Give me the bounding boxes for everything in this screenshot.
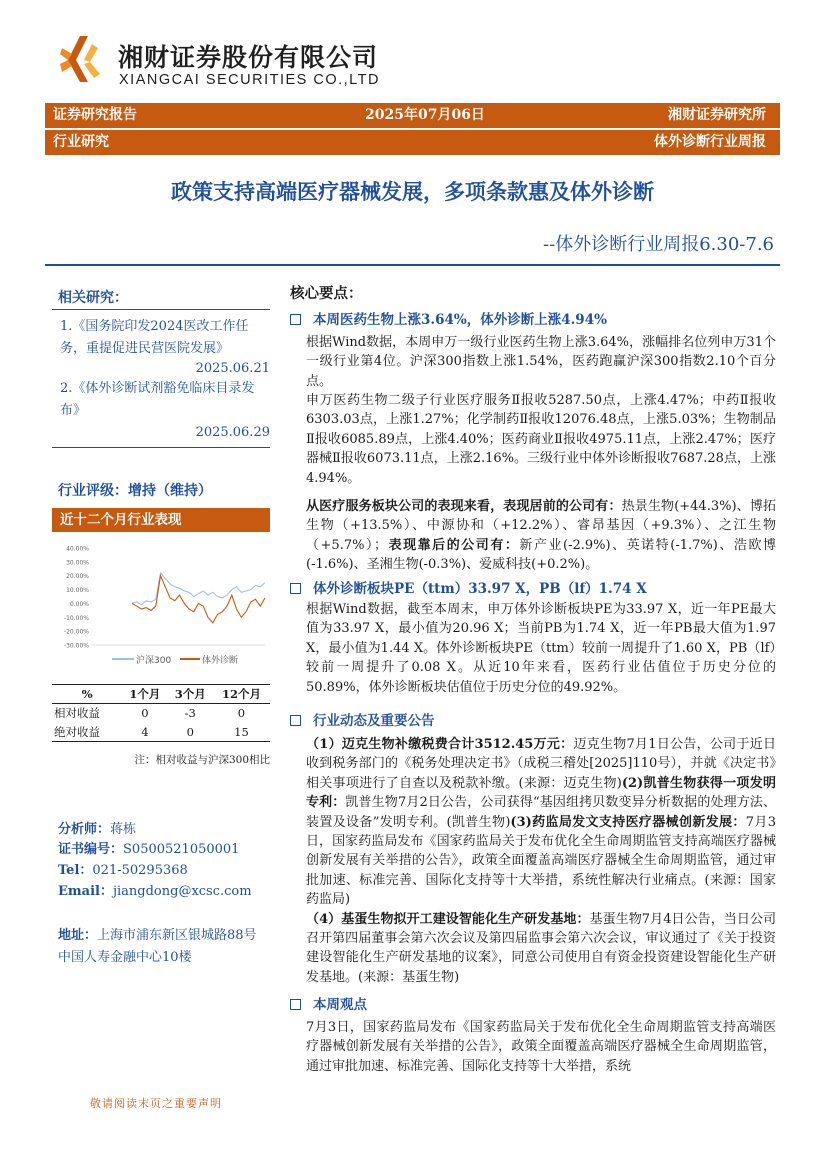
y-tick-label: 10.00%: [66, 587, 89, 595]
returns-cell: 0: [141, 706, 149, 721]
core-points-heading: 核心要点：: [290, 285, 363, 302]
checkbox-bullet-icon: [290, 314, 301, 325]
returns-cell: 4: [122, 723, 167, 742]
section-view: [290, 993, 367, 1013]
paragraph-valuation: 根据Wind数据，截至本周末，申万体外诊断板块PE为33.97 X，近一年PE最大值为33.97 X，最小值为20.96 X；当前PB为1.74 X，近一年PB最大值为1.97 X，最小值为1.44 X。体外诊断板块PE（ttm）较前一周提升了1.60 X，PB（lf）较前一周提升了0.08 X。从近10年来看，医药行业估值位于历史分位的50.89%，体外诊断板块估值位于历史分位的49.92%。: [306, 602, 776, 695]
report-series: 体外诊断行业周报: [654, 134, 766, 150]
related-heading: 相关研究：: [58, 290, 128, 306]
related-date-1: 2025.06.21: [195, 361, 270, 376]
news-1-body: 迈克生物7月1日公告，公司于近日收到税务部门的《税务处理决定书》（成税三稽处[2025]110号），并就《决定书》相关事项进行了自查以及税款补缴。(来源：迈克生物): [306, 737, 776, 791]
news-3-body: 7月3日，国家药监局发布《国家药监局关于发布优化全生命周期监管支持高端医疗器械创新发展有关举措的公告》，政策全面覆盖高端医疗器械全生命周期监管，通过审批加速、标准完善、国际化支持等十大举措，系统性解决行业痛点。(来源：国家药监局): [306, 814, 776, 908]
news-1-title: （1）迈克生物补缴税费合计3512.45万元：: [306, 737, 574, 752]
addr-line-1: 上海市浦东新区银城路88号: [97, 928, 257, 943]
paragraph-subindustry: 申万医药生物二级子行业医疗服务Ⅱ报收5287.50点，上涨4.47%；中药Ⅱ报收6303.03点，上涨1.27%；化学制药Ⅱ报收12076.48点，上涨5.03%；生物制品Ⅱ报收6085.89点，上涨4.40%；医药商业Ⅱ报收4975.11点，上涨2.47%；医疗器械Ⅱ报收6073.11点，上涨2.16%。三级行业中体外诊断报收7687.28点，上涨4.94%。: [306, 393, 776, 486]
email: [58, 880, 252, 899]
checkbox-bullet-icon: [290, 715, 301, 726]
returns-note: 注：相对收益与沪深300相比: [134, 754, 270, 766]
legend-ivd: [180, 653, 238, 666]
email-label: Email：: [58, 884, 113, 899]
paragraph-news: [306, 735, 776, 987]
related-bottom-divider: [52, 447, 270, 448]
news-2-body: 凯普生物7月2日公告，公司获得“基因组拷贝数变异分析数据的处理方法、装置及设备”发明专利。(凯普生物): [306, 795, 776, 830]
y-tick-label: 20.00%: [66, 573, 89, 581]
tel-label: Tel：: [58, 863, 93, 878]
report-type: 证券研究报告: [53, 107, 137, 123]
news-3-title: (3)药监局发文支持医疗器械创新发展：: [510, 814, 746, 830]
analyst: [58, 818, 136, 837]
paragraph-market: 根据Wind数据，本周申万一级行业医药生物上涨3.64%，涨幅排名位列申万31个一级行业第4位。沪深300指数上涨1.54%，医药跑赢沪深300指数2.10个百分点。: [306, 335, 776, 389]
related-date-2: 2025.06.29: [195, 425, 270, 440]
section-valuation: [290, 577, 647, 597]
returns-table: [52, 684, 270, 742]
cert-label: 证书编号：: [58, 842, 124, 857]
header-band-top: [45, 103, 780, 128]
returns-cell: 0: [168, 723, 213, 742]
returns-cell: 相对收益: [54, 706, 100, 721]
certificate: [58, 838, 239, 857]
header-band-bottom: [45, 130, 780, 155]
industry-rating: 行业评级：增持（维持）: [58, 483, 212, 499]
y-tick-label: -10.00%: [63, 614, 89, 622]
section-news: [290, 709, 435, 729]
y-tick-label: 0.00%: [69, 600, 89, 608]
analyst-name: 蒋栋: [110, 822, 137, 837]
checkbox-bullet-icon: [290, 999, 301, 1010]
news-4-body: 基蛋生物7月4日公告，当日公司召开第四届董事会第六次会议及第四届监事会第六次会议，审议通过了《关于投资建设智能化生产研发基地的议案》，同意公司使用自有资金投资建设智能化生产研发基地。(来源：基蛋生物): [306, 911, 777, 985]
institute: 湘财证券研究所: [668, 107, 766, 123]
y-tick-label: 30.00%: [66, 559, 89, 567]
report-category: 行业研究: [53, 134, 109, 150]
address: [58, 925, 257, 969]
section-title: 本周观点: [313, 997, 367, 1013]
lead-top-performers: 从医疗服务板块公司的表现来看，表现居前的公司有：: [306, 499, 622, 514]
section-title: 体外诊断板块PE（ttm）33.97 X，PB（lf）1.74 X: [313, 581, 647, 597]
returns-header: %: [52, 685, 122, 704]
legend-hs300: [112, 653, 171, 666]
returns-header: 12个月: [213, 685, 270, 704]
returns-cell: -3: [184, 706, 196, 721]
returns-cell: 0: [237, 706, 246, 721]
lead-bottom-performers: 表现靠后的公司有：: [387, 537, 520, 553]
news-4-title: （4）基蛋生物拟开工建设智能化生产研发基地：: [306, 911, 590, 927]
legend-hs300-swatch: [112, 658, 134, 660]
disclaimer-footer: 敬请阅读末页之重要声明: [90, 1097, 222, 1110]
checkbox-bullet-icon: [290, 583, 301, 594]
email-link[interactable]: jiangdong@xcsc.com: [112, 884, 252, 899]
related-divider: [52, 309, 270, 310]
performance-heading: 近十二个月行业表现: [52, 508, 270, 532]
section-title: 行业动态及重要公告: [313, 713, 435, 729]
related-item-1[interactable]: 1.《国务院印发2024医改工作任务，重提促进民营医院发展》: [60, 319, 249, 356]
series-line-ivd: [132, 576, 265, 623]
telephone: [58, 859, 188, 878]
returns-header: 1个月: [122, 685, 167, 704]
y-tick-label: 40.00%: [66, 545, 89, 553]
legend-hs300-label: 沪深300: [136, 656, 172, 666]
top-performers: 热景生物(+44.3%)、博拓生物（+13.5%）、中源协和（+12.2%）、睿昂基因（+9.3%）、之江生物（+5.7%）；: [306, 499, 776, 553]
section-weekly-market: [290, 308, 607, 328]
news-2-title: (2)凯普生物获得一项发明专利：: [306, 775, 776, 811]
bottom-performers: 新产业(-2.9%)、英诺特(-1.7%)、浩欧博(-1.6%)、圣湘生物(-0.3%)、爱威科技(+0.2%)。: [306, 537, 776, 573]
returns-header: 3个月: [168, 685, 213, 704]
table-row: [52, 723, 270, 742]
series-line-hs300: [132, 573, 265, 605]
table-row: [52, 704, 270, 723]
addr-label: 地址：: [58, 928, 98, 943]
company-name-en: XIANGCAI SECURITIES CO.,LTD: [119, 72, 380, 88]
cert-number: S0500521050001: [123, 842, 240, 857]
section-title: 本周医药生物上涨3.64%，体外诊断上涨4.94%: [313, 312, 607, 328]
returns-cell: 绝对收益: [52, 723, 122, 742]
returns-cell: 15: [213, 723, 270, 742]
y-tick-label: -20.00%: [63, 628, 89, 636]
related-item-2[interactable]: 2.《体外诊断试剂豁免临床目录发布》: [60, 381, 255, 418]
tel-number: 021-50295368: [92, 863, 188, 878]
title-divider: [45, 264, 780, 266]
performance-chart: [60, 540, 270, 670]
analyst-label: 分析师：: [58, 822, 111, 837]
addr-line-2: 中国人寿金融中心10楼: [58, 950, 192, 965]
paragraph-view: 7月3日，国家药监局发布《国家药监局关于发布优化全生命周期监管支持高端医疗器械创新发展有关举措的公告》，政策全面覆盖高端医疗器械全生命周期监管，通过审批加速、标准完善、国际化支持等十大举措，系统: [306, 1020, 776, 1074]
y-tick-label: -30.00%: [63, 642, 89, 650]
report-title: 政策支持高端医疗器械发展，多项条款惠及体外诊断: [171, 180, 654, 204]
legend-ivd-label: 体外诊断: [202, 656, 239, 666]
paragraph-companies: [306, 497, 776, 575]
returns-header-row: [52, 685, 270, 704]
report-date: 2025年07月06日: [365, 107, 485, 123]
report-subtitle: --体外诊断行业周报6.30-7.6: [543, 234, 774, 255]
legend-ivd-swatch: [180, 658, 200, 660]
company-logo-icon: [58, 34, 108, 84]
company-name-cn: 湘财证券股份有限公司: [118, 43, 379, 72]
